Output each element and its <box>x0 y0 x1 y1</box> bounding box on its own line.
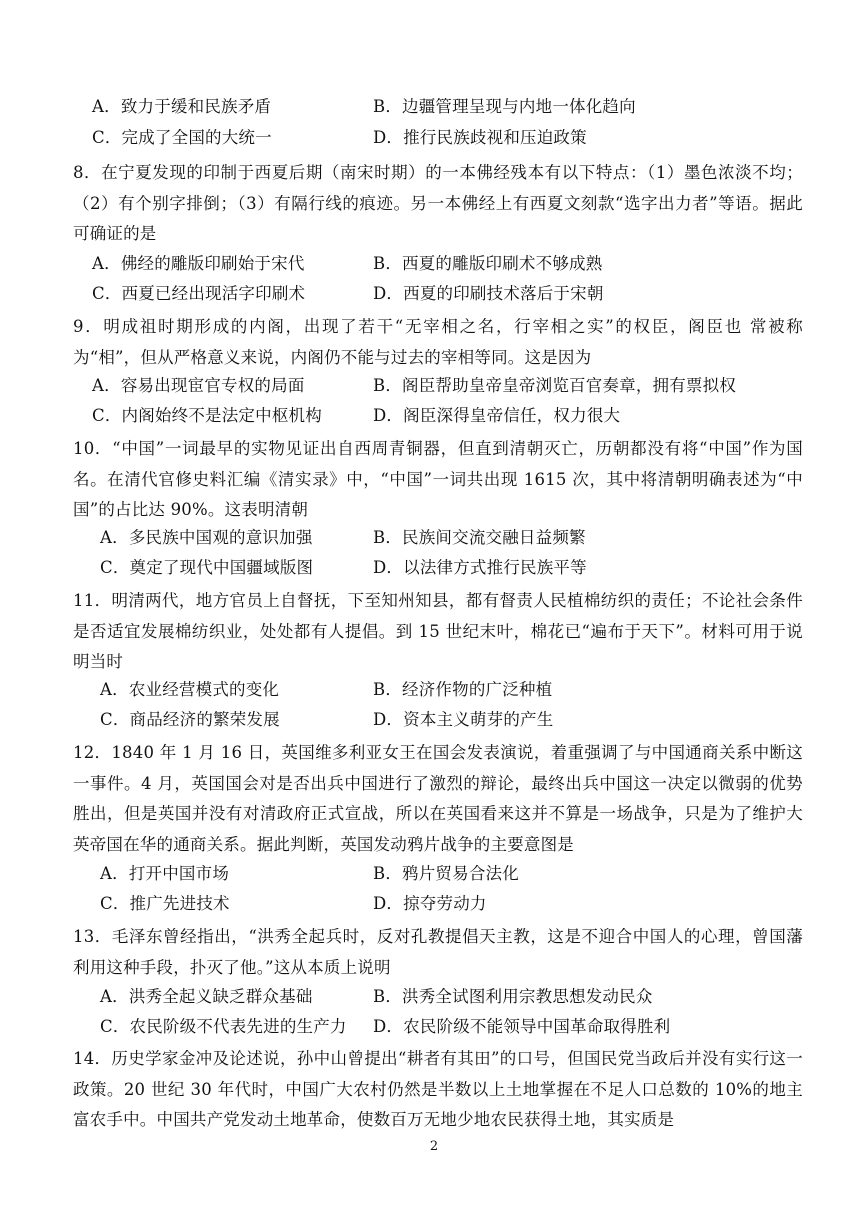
q9-option-d: D．阁臣深得皇帝信任，权力很大 <box>373 406 621 425</box>
q10-option-a: A．多民族中国观的意识加强 <box>100 528 313 547</box>
q12-option-a: A．打开中国市场 <box>100 864 230 883</box>
q13-stem: 13．毛泽东曾经指出，“洪秀全起兵时，反对孔教提倡天主教，这是不迎合中国人的心理，曾国藩利用这种手段，扑灭了他。”这从本质上说明 <box>73 927 803 977</box>
q14-stem: 14．历史学家金冲及论述说，孙中山曾提出“耕者有其田”的口号，但国民党当政后并没有实行这一政策。20 世纪 30 年代时，中国广大农村仍然是半数以上土地掌握在不足人口总数的 10%的地主富农手中。中国共产党发动土地革命，使数百万无地少地农民获得土地，其实质是 <box>73 1049 803 1130</box>
q12-option-b: B．鸦片贸易合法化 <box>373 864 519 883</box>
q11-stem: 11．明清两代，地方官员上自督抚，下至知州知县，都有督责人民植棉纺织的责任；不论社会条件是否适宜发展棉纺织业，处处都有人提倡。到 15 世纪末叶，棉花已“遍布于天下”。材料可用于说明当时 <box>73 591 803 672</box>
q12-option-d: D．掠夺劳动力 <box>373 894 487 913</box>
q10-stem: 10．“中国”一词最早的实物见证出自西周青铜器，但直到清朝灭亡，历朝都没有将“中国”作为国名。在清代官修史料汇编《清实录》中，“中国”一词共出现 1615 次，其中将清朝明确表述为“中国”的占比达 90%。这表明清朝 <box>73 439 803 520</box>
q9-option-a: A．容易出现宦官专权的局面 <box>92 376 305 395</box>
q11-option-a: A．农业经营模式的变化 <box>100 680 280 699</box>
q10-option-b: B．民族间交流交融日益频繁 <box>373 528 586 547</box>
q11-option-b: B．经济作物的广泛种植 <box>373 680 553 699</box>
q10-option-c: C．奠定了现代中国疆域版图 <box>100 558 314 577</box>
q10-option-d: D．以法律方式推行民族平等 <box>373 558 587 577</box>
q11-option-d: D．资本主义萌芽的产生 <box>373 710 554 729</box>
q7-option-d: D．推行民族歧视和压迫政策 <box>373 128 587 147</box>
q8-option-c: C．西夏已经出现活字印刷术 <box>92 284 306 303</box>
q13-option-a: A．洪秀全起义缺乏群众基础 <box>100 987 313 1006</box>
q8-option-a: A．佛经的雕版印刷始于宋代 <box>92 254 305 273</box>
q9-option-c: C．内阁始终不是法定中枢机构 <box>92 406 322 425</box>
q9-option-b: B．阁臣帮助皇帝皇帝浏览百官奏章，拥有票拟权 <box>373 376 737 395</box>
q7-option-b: B．边疆管理呈现与内地一体化趋向 <box>373 97 636 116</box>
page-number: 2 <box>429 1139 439 1154</box>
q13-option-d: D．农民阶级不能领导中国革命取得胜利 <box>373 1017 671 1036</box>
q8-option-b: B．西夏的雕版印刷术不够成熟 <box>373 254 603 273</box>
q12-stem: 12．1840 年 1 月 16 日，英国维多利亚女王在国会发表演说，着重强调了与中国通商关系中断这一事件。4 月，英国国会对是否出兵中国进行了激烈的辩论，最终出兵中国这一决定以微弱的优势胜出，但是英国并没有对清政府正式宣战，所以在英国看来这并不算是一场战争，只是为了维护大英帝国在华的通商关系。据此判断，英国发动鸦片战争的主要意图是 <box>73 743 803 854</box>
q8-option-d: D．西夏的印刷技术落后于宋朝 <box>373 284 604 303</box>
q11-option-c: C．商品经济的繁荣发展 <box>100 710 280 729</box>
q13-option-b: B．洪秀全试图利用宗教思想发动民众 <box>373 987 653 1006</box>
q9-stem: 9．明成祖时期形成的内阁，出现了若干“无宰相之名，行宰相之实”的权臣，阁臣也 常被称为“相”，但从严格意义来说，内阁仍不能与过去的宰相等同。这是因为 <box>73 317 803 367</box>
q8-stem: 8．在宁夏发现的印制于西夏后期（南宋时期）的一本佛经残本有以下特点：（1）墨色浓淡不均；（2）有个别字排倒；（3）有隔行线的痕迹。另一本佛经上有西夏文刻款“选字出力者”等语。据此可确证的是 <box>73 163 803 244</box>
q7-option-c: C．完成了全国的大统一 <box>92 128 272 147</box>
q12-option-c: C．推广先进技术 <box>100 894 230 913</box>
q13-option-c: C．农民阶级不代表先进的生产力 <box>100 1017 347 1036</box>
q7-option-a: A．致力于缓和民族矛盾 <box>92 97 272 116</box>
